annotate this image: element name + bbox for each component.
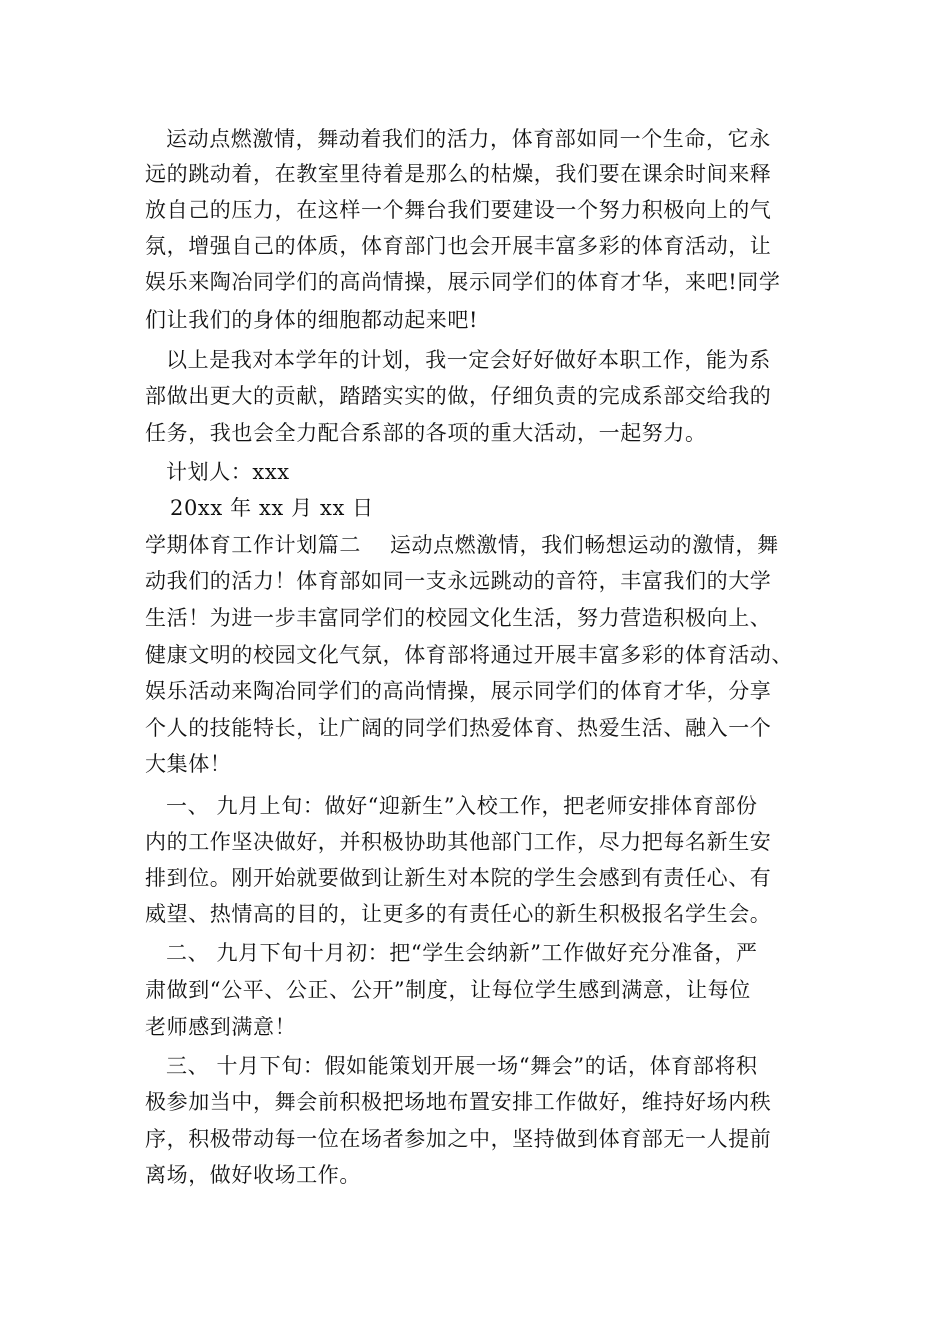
paragraph3-line-3: 生活！为进一步丰富同学们的校园文化生活，努力营造积极向上、: [145, 606, 772, 630]
item1-line-1: 一、 九月上旬：做好“迎新生”入校工作，把老师安排体育部份: [166, 794, 758, 818]
item3-line-2: 极参加当中，舞会前积极把场地布置安排工作做好，维持好场内秩: [145, 1090, 772, 1114]
paragraph1-line-6: 们让我们的身体的细胞都动起来吧!: [145, 308, 479, 332]
paragraph1-line-2: 远的跳动着，在教室里待着是那么的枯燥，我们要在课余时间来释: [145, 162, 772, 186]
paragraph3-line-2: 动我们的活力！体育部如同一支永远跳动的音符，丰富我们的大学: [145, 569, 772, 593]
item1-line-3: 排到位。刚开始就要做到让新生对本院的学生会感到有责任心、有: [145, 866, 772, 890]
date-line: 20xx 年 xx 月 xx 日: [170, 496, 374, 520]
paragraph3-line-4: 健康文明的校园文化气氛，体育部将通过开展丰富多彩的体育活动、: [145, 643, 793, 667]
item1-line-2: 内的工作坚决做好，并积极协助其他部门工作，尽力把每名新生安: [145, 830, 772, 854]
paragraph1-line-1: 运动点燃激情，舞动着我们的活力，体育部如同一个生命，它永: [166, 127, 771, 151]
item3-line-4: 离场，做好收场工作。: [145, 1163, 361, 1187]
paragraph2-line-3: 任务，我也会全力配合系部的各项的重大活动，一起努力。: [145, 421, 707, 445]
paragraph3-line-1: 学期体育工作计划篇二 运动点燃激情，我们畅想运动的激情，舞: [145, 533, 779, 557]
item2-line-2: 肃做到“公平、公正、公开”制度，让每位学生感到满意，让每位: [145, 978, 751, 1002]
item2-line-3: 老师感到满意！: [145, 1015, 297, 1039]
paragraph3-line-6: 个人的技能特长，让广阔的同学们热爱体育、热爱生活、融入一个: [145, 716, 772, 740]
item3-line-3: 序，积极带动每一位在场者参加之中，坚持做到体育部无一人提前: [145, 1127, 772, 1151]
paragraph3-line-7: 大集体！: [145, 752, 232, 776]
paragraph1-line-4: 氛，增强自己的体质，体育部门也会开展丰富多彩的体育活动，让: [145, 234, 772, 258]
item1-line-4: 威望、热情高的目的，让更多的有责任心的新生积极报名学生会。: [145, 902, 772, 926]
paragraph1-line-5: 娱乐来陶冶同学们的高尚情操，展示同学们的体育才华，来吧!同学: [145, 270, 781, 294]
item3-line-1: 三、 十月下旬：假如能策划开展一场“舞会”的话，体育部将积: [166, 1054, 758, 1078]
item2-line-1: 二、 九月下旬十月初：把“学生会纳新”工作做好充分准备，严: [166, 941, 758, 965]
paragraph2-line-2: 部做出更大的贡献，踏踏实实的做，仔细负责的完成系部交给我的: [145, 384, 772, 408]
planner-line: 计划人：xxx: [166, 460, 290, 484]
paragraph2-line-1: 以上是我对本学年的计划，我一定会好好做好本职工作，能为系: [166, 348, 771, 372]
paragraph3-line-5: 娱乐活动来陶冶同学们的高尚情操，展示同学们的体育才华，分享: [145, 679, 772, 703]
paragraph1-line-3: 放自己的压力，在这样一个舞台我们要建设一个努力积极向上的气: [145, 198, 772, 222]
